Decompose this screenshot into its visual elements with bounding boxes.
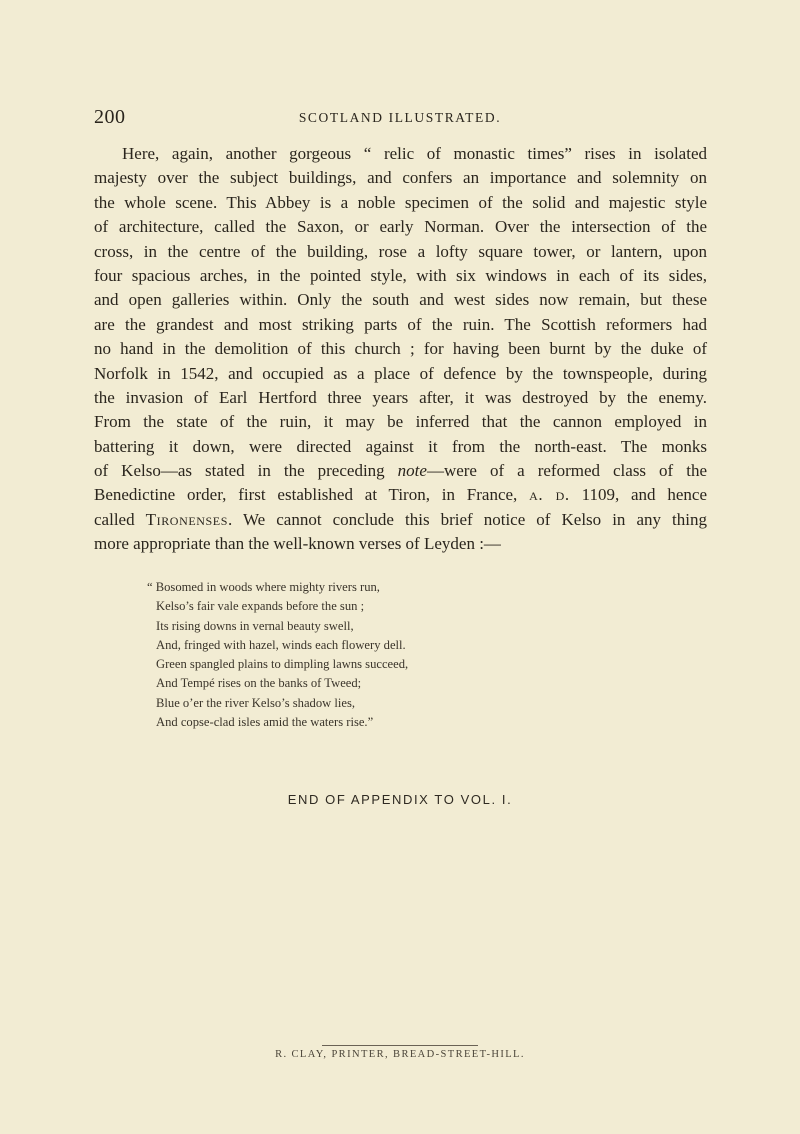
printer-rule bbox=[322, 1045, 478, 1046]
body-line: and open galleries within. Only the south and west sides now remain, but these bbox=[94, 290, 707, 310]
verse-line: Green spangled plains to dimpling lawns succeed, bbox=[156, 657, 409, 672]
body-line: of architecture, called the Saxon, or early Norman. Over the intersection of the bbox=[94, 217, 707, 237]
body-text-segment: Benedictine order, first established at Tiron, in France, bbox=[94, 485, 530, 505]
body-line: From the state of the ruin, it may be inferred that the cannon employed in bbox=[94, 412, 707, 432]
verse-quotation bbox=[147, 578, 409, 732]
verse-line: And, fringed with hazel, winds each flowery dell. bbox=[156, 637, 406, 652]
verse-line: Its rising downs in vernal beauty swell, bbox=[156, 618, 354, 633]
order-name: Tironenses bbox=[145, 509, 229, 529]
body-line: Here, again, another gorgeous “ relic of monastic times” rises in isolated bbox=[122, 144, 707, 163]
era-abbreviation: a. d. bbox=[529, 485, 570, 505]
verse-line: “ Bosomed in woods where mighty rivers run, bbox=[147, 580, 380, 594]
body-text bbox=[94, 142, 707, 557]
body-text-segment: called bbox=[94, 509, 146, 529]
body-line bbox=[94, 508, 707, 532]
body-line: are the grandest and most striking parts of the ruin. The Scottish reformers had bbox=[94, 314, 707, 334]
verse-line: Blue o’er the river Kelso’s shadow lies, bbox=[156, 695, 356, 710]
page-number: 200 bbox=[94, 106, 126, 128]
verse-line: Kelso’s fair vale expands before the sun ; bbox=[156, 599, 365, 614]
body-text-segment: . We cannot conclude this brief notice of Kelso in any thing bbox=[228, 509, 707, 529]
body-line: the invasion of Earl Hertford three years after, it was destroyed by the enemy. bbox=[94, 387, 707, 407]
body-line: four spacious arches, in the pointed style, with six windows in each of its sides, bbox=[94, 265, 707, 285]
printer-imprint: R. CLAY, PRINTER, BREAD-STREET-HILL. bbox=[275, 1049, 525, 1060]
verse-line: And Tempé rises on the banks of Tweed; bbox=[156, 676, 362, 691]
body-line: no hand in the demolition of this church ; for having been burnt by the duke of bbox=[94, 339, 707, 359]
verse-line: And copse-clad isles amid the waters rise.” bbox=[156, 715, 374, 730]
body-text-segment: —were of a reformed class of the bbox=[426, 461, 707, 481]
body-line: Norfolk in 1542, and occupied as a place of defence by the townspeople, during bbox=[94, 363, 707, 383]
body-line bbox=[94, 459, 707, 483]
running-head: SCOTLAND ILLUSTRATED. bbox=[298, 110, 502, 125]
body-line bbox=[94, 483, 707, 507]
body-line: majesty over the subject buildings, and confers an importance and solemnity on bbox=[94, 168, 707, 188]
body-text-segment: of Kelso—as stated in the preceding bbox=[94, 461, 398, 481]
body-line: more appropriate than the well-known verses of Leyden :— bbox=[94, 534, 501, 554]
body-line: cross, in the centre of the building, rose a lofty square tower, or lantern, upon bbox=[94, 241, 707, 261]
end-of-appendix-mark: END OF APPENDIX TO VOL. I. bbox=[287, 792, 513, 807]
body-text-segment: 1109, and hence bbox=[569, 485, 707, 505]
body-line: battering it down, were directed against it from the north-east. The monks bbox=[94, 436, 707, 456]
body-line: the whole scene. This Abbey is a noble specimen of the solid and majestic style bbox=[94, 192, 707, 212]
note-reference: note bbox=[397, 461, 427, 481]
